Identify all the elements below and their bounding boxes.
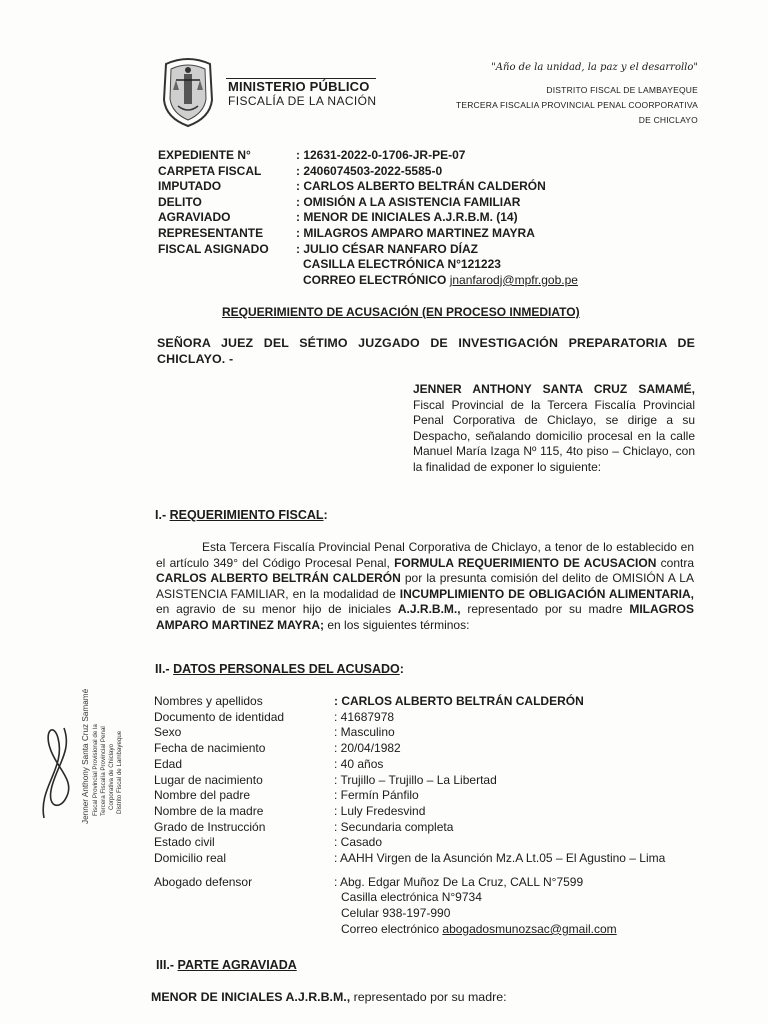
case-value: : OMISIÓN A LA ASISTENCIA FAMILIAR: [296, 194, 521, 209]
case-label: DELITO: [158, 194, 202, 209]
stamp-line3: Tercera Fiscalía Provincial Penal: [100, 726, 107, 816]
section-number: III.-: [156, 958, 175, 972]
par-bold: CARLOS ALBERTO BELTRÁN CALDERÓN: [156, 571, 401, 586]
data-label: Estado civil: [154, 835, 215, 850]
ministerio-publico-seal: [160, 54, 216, 128]
case-label: FISCAL ASIGNADO: [158, 241, 269, 256]
data-value: : Casado: [334, 835, 383, 850]
data-value: : 41687978: [334, 709, 395, 724]
lawyer-phone: Celular 938-197-990: [341, 906, 451, 921]
data-value: : Fermín Pánfilo: [334, 788, 419, 803]
section-title: DATOS PERSONALES DEL ACUSADO: [173, 662, 400, 676]
stamp-line2: Fiscal Provincial Provisional de la: [92, 724, 99, 816]
data-row: [154, 890, 701, 906]
data-row: [154, 757, 701, 773]
data-label: Fecha de nacimiento: [154, 741, 266, 756]
data-label: Sexo: [154, 725, 182, 740]
casilla-electronica: CASILLA ELECTRÓNICA N°121223: [303, 257, 501, 272]
case-label: EXPEDIENTE N°: [158, 148, 251, 162]
par-text: en agravio de su menor hijo de iniciales: [156, 602, 392, 617]
data-label: Abogado defensor: [154, 874, 253, 889]
par-bold: A.J.R.B.M.,: [397, 602, 461, 617]
lawyer-email-label: Correo electrónico: [341, 921, 440, 936]
section-number: I.-: [155, 508, 167, 522]
par-text: en los siguientes términos:: [327, 617, 470, 632]
data-row: [154, 835, 701, 851]
data-label: Domicilio real: [154, 851, 227, 866]
correo-label: CORREO ELECTRÓNICO: [303, 272, 447, 287]
ministry-line2: FISCALÍA DE LA NACIÓN: [228, 94, 377, 108]
par-bold: FORMULA REQUERIMIENTO DE ACUSACION: [394, 555, 657, 570]
case-value: : 2406074503-2022-5585-0: [296, 163, 443, 178]
data-label: Grado de Instrucción: [154, 819, 266, 834]
data-label: Lugar de nacimiento: [154, 772, 263, 787]
par-bold: MILAGROS AMPARO MARTINEZ MAYRA;: [156, 602, 695, 632]
par-text: representado por su madre: [467, 602, 623, 617]
data-value: : 40 años: [334, 756, 384, 771]
case-value: : MILAGROS AMPARO MARTINEZ MAYRA: [296, 225, 535, 240]
data-row: [154, 694, 701, 710]
year-motto: "Año de la unidad, la paz y el desarrollo": [491, 62, 698, 73]
requirement-paragraph: [156, 540, 694, 634]
lawyer-email-link[interactable]: abogadosmunozsac@gmail.com: [442, 921, 617, 936]
data-value: : CARLOS ALBERTO BELTRÁN CALDERÓN: [334, 694, 584, 708]
victim-bold: MENOR DE INICIALES A.J.R.B.M.,: [151, 990, 351, 1004]
par-bold: INCUMPLIMIENTO DE OBLIGACIÓN ALIMENTARIA,: [399, 586, 695, 601]
case-row: [158, 195, 578, 211]
case-info: [158, 148, 578, 288]
prosecutor-signature-stamp: [36, 668, 136, 830]
stamp-line1: Jenner Anthony Santa Cruz Samamé: [81, 688, 90, 824]
par-text: contra: [660, 555, 695, 570]
document-title: REQUERIMIENTO DE ACUSACIÓN (EN PROCESO INMEDIATO): [222, 305, 580, 319]
case-row: [158, 210, 578, 226]
victim-text: representado por su madre:: [353, 990, 507, 1004]
section-colon: :: [323, 508, 328, 522]
addressee: SEÑORA JUEZ DEL SÉTIMO JUZGADO DE INVESTIGACIÓN PREPARATORIA DE CHICLAYO. -: [157, 336, 695, 366]
personal-data-table: [154, 694, 701, 938]
data-row: [154, 820, 701, 836]
fiscal-email-link[interactable]: jnanfarodj@mpfr.gob.pe: [449, 272, 578, 287]
case-row: [158, 164, 578, 180]
prosecutor-name: JENNER ANTHONY SANTA CRUZ SAMAMÉ,: [413, 382, 695, 396]
case-value: : MENOR DE INICIALES A.J.R.B.M. (14): [296, 210, 518, 225]
stamp-line4: Corporativa de Chiclayo: [108, 743, 115, 810]
section-heading-2: [155, 662, 404, 676]
case-label: CARPETA FISCAL: [158, 163, 262, 178]
data-value: : AAHH Virgen de la Asunción Mz.A Lt.05 – El Agustino – Lima: [334, 851, 666, 866]
data-value: : Trujillo – Trujillo – La Libertad: [334, 772, 497, 787]
district-header: [456, 83, 698, 128]
data-row: [154, 741, 701, 757]
district-line1: DISTRITO FISCAL DE LAMBAYEQUE: [546, 85, 698, 95]
stamp-line5: Distrito Fiscal de Lambayeque: [116, 730, 123, 814]
data-row: [154, 906, 701, 922]
data-label: Edad: [154, 756, 183, 771]
data-row: [154, 788, 701, 804]
case-value: : 12631-2022-0-1706-JR-PE-07: [296, 148, 466, 162]
case-row: [158, 179, 578, 195]
prosecutor-block: [413, 382, 695, 476]
case-value: : CARLOS ALBERTO BELTRÁN CALDERÓN: [296, 179, 546, 194]
lawyer-casilla: Casilla electrónica N°9734: [341, 890, 482, 905]
district-line2: TERCERA FISCALIA PROVINCIAL PENAL COORPORATIVA: [455, 100, 698, 110]
section-heading-1: [155, 508, 328, 522]
section-heading-3: [156, 958, 297, 972]
data-value: : Abg. Edgar Muñoz De La Cruz, CALL N°7599: [334, 874, 584, 889]
section-colon: :: [399, 662, 404, 676]
section-title: PARTE AGRAVIADA: [177, 958, 297, 972]
district-line3: DE CHICLAYO: [638, 115, 698, 125]
data-value: : 20/04/1982: [334, 741, 401, 756]
case-row: [158, 242, 578, 258]
data-row: [154, 725, 701, 741]
par-text: por la presunta comisión del delito de OMISIÓN A LA ASISTENCIA FAMILIAR, en la modalidad de: [156, 571, 694, 601]
data-label: Nombres y apellidos: [154, 694, 263, 708]
prosecutor-text: Fiscal Provincial de la Tercera Fiscalía Provincial Penal Corporativa de Chiclayo, se dirige a su Despacho, señalando domicilio procesal en la calle Manuel María Izaga Nº 115, 4to piso – Chiclayo, con la finalidad de exponer lo siguiente:: [413, 397, 695, 474]
data-value: : Masculino: [334, 725, 395, 740]
data-row: [154, 851, 701, 867]
data-label: Nombre del padre: [154, 788, 251, 803]
data-row: [154, 773, 701, 789]
section-title: REQUERIMIENTO FISCAL: [169, 508, 324, 522]
data-row: [154, 922, 701, 938]
case-row: [158, 226, 578, 242]
data-row: [154, 804, 701, 820]
data-row: [154, 710, 701, 726]
data-label: Nombre de la madre: [154, 803, 264, 818]
section-number: II.-: [155, 662, 170, 676]
ministry-name: [228, 80, 376, 108]
case-label: REPRESENTANTE: [158, 225, 264, 240]
case-label: IMPUTADO: [158, 179, 222, 194]
case-label: AGRAVIADO: [158, 210, 231, 225]
case-value: : JULIO CÉSAR NANFARO DÍAZ: [296, 241, 479, 256]
victim-line: [151, 990, 507, 1004]
case-row: [158, 148, 578, 164]
data-value: : Luly Fredesvind: [334, 803, 426, 818]
case-row: [158, 273, 578, 289]
handwritten-signature: [43, 728, 69, 818]
data-row: [154, 875, 701, 891]
par-text: Esta Tercera Fiscalía Provincial Penal Corporativa de Chiclayo, a tenor de lo establecido en el artículo 349° del Código Procesal Penal,: [156, 540, 694, 570]
case-row: [158, 257, 578, 273]
data-label: Documento de identidad: [154, 709, 285, 724]
ministry-line1: MINISTERIO PÚBLICO: [228, 79, 370, 94]
data-value: : Secundaria completa: [334, 819, 454, 834]
